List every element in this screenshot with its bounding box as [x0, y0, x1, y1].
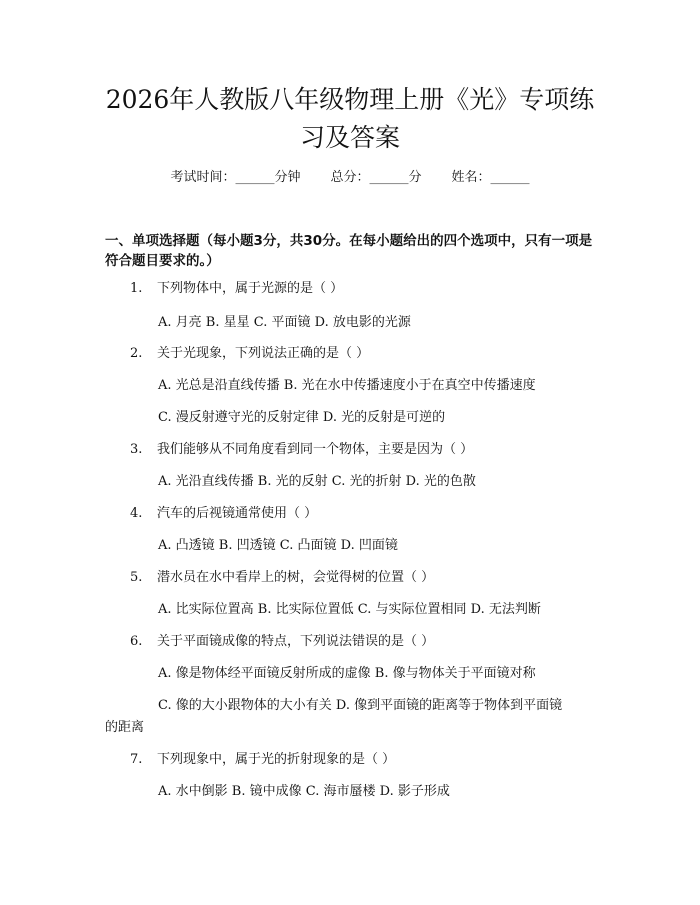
question-text: 潜水员在水中看岸上的树，会觉得树的位置（ ） [157, 570, 435, 585]
question-text: 汽车的后视镜通常使用（ ） [157, 506, 318, 521]
question-7 [130, 751, 395, 769]
question-number: 7. [130, 752, 143, 767]
exam-time-field: 考试时间：______分钟 [170, 170, 301, 185]
document-title: 2026年人教版八年级物理上册《光》专项练 [105, 85, 595, 114]
question-3-options: A. 光沿直线传播 B. 光的反射 C. 光的折射 D. 光的色散 [158, 474, 476, 489]
question-5-options: A. 比实际位置高 B. 比实际位置低 C. 与实际位置相同 D. 无法判断 [158, 602, 541, 617]
question-6-option-continuation: 的距离 [105, 720, 145, 735]
question-number: 4. [130, 506, 143, 521]
question-text: 关于平面镜成像的特点，下列说法错误的是（ ） [157, 634, 435, 649]
question-number: 5. [130, 570, 143, 585]
question-4-options: A. 凸透镜 B. 凹透镜 C. 凸面镜 D. 凹面镜 [158, 538, 398, 553]
question-7-options: A. 水中倒影 B. 镜中成像 C. 海市蜃楼 D. 影子形成 [158, 784, 450, 799]
question-2-options-ab: A. 光总是沿直线传播 B. 光在水中传播速度小于在真空中传播速度 [158, 378, 536, 393]
student-name-field: 姓名：______ [451, 170, 530, 185]
question-2-options-cd: C. 漫反射遵守光的反射定律 D. 光的反射是可逆的 [158, 410, 446, 425]
question-text: 下列现象中，属于光的折射现象的是（ ） [157, 752, 396, 767]
document-title-continued: 习及答案 [299, 123, 400, 152]
question-number: 6. [130, 634, 143, 649]
question-text: 下列物体中，属于光源的是（ ） [157, 281, 344, 296]
section-heading: 一、单项选择题（每小题3分，共30分。在每小题给出的四个选项中，只有一项是符合题目要求的。） [105, 233, 593, 269]
question-text: 我们能够从不同角度看到同一个物体，主要是因为（ ） [157, 442, 474, 457]
question-6 [130, 633, 434, 651]
question-3 [130, 441, 473, 459]
total-score-field: 总分：______分 [330, 170, 422, 185]
question-text: 关于光现象，下列说法正确的是（ ） [157, 346, 370, 361]
question-6-options-ab: A. 像是物体经平面镜反射所成的虚像 B. 像与物体关于平面镜对称 [158, 666, 536, 681]
question-number: 2. [130, 346, 143, 361]
question-4 [130, 505, 317, 523]
exam-meta [0, 169, 700, 187]
question-5 [130, 569, 434, 587]
question-1 [130, 280, 343, 298]
question-number: 1. [130, 281, 143, 296]
question-2 [130, 345, 369, 363]
question-number: 3. [130, 442, 143, 457]
question-1-options: A. 月亮 B. 星星 C. 平面镜 D. 放电影的光源 [158, 315, 411, 330]
question-6-options-cd: C. 像的大小跟物体的大小有关 D. 像到平面镜的距离等于物体到平面镜 [158, 698, 563, 713]
